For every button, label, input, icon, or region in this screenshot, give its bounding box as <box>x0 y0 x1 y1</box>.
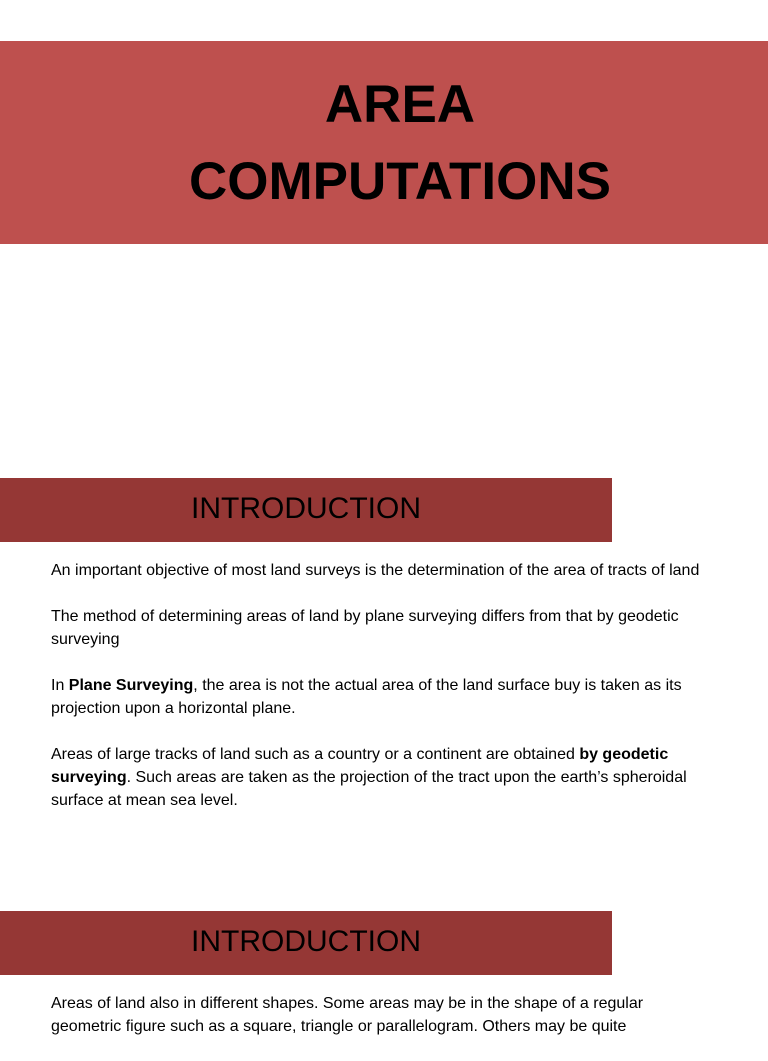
section-banner-introduction-2 <box>0 911 612 975</box>
text-span: In <box>51 677 69 694</box>
section-banner-introduction-1 <box>0 478 612 542</box>
paragraph-plane-surveying <box>51 674 711 720</box>
page-title-line-2: COMPUTATIONS <box>188 152 611 211</box>
paragraph-geodetic-surveying <box>51 743 711 812</box>
text-span: , the area is not the actual area of the land surface buy is taken as its projection upon a horizontal plane. <box>51 677 682 717</box>
paragraph-shapes: Areas of land also in different shapes. Some areas may be in the shape of a regular geometric figure such as a square, triangle or parallelogram. Others may be quite <box>51 995 644 1035</box>
section-heading: INTRODUCTION <box>191 492 421 525</box>
paragraph-objective: An important objective of most land surveys is the determination of the area of tracts of land <box>51 562 700 579</box>
page-title-line-1: AREA <box>324 75 476 134</box>
text-span: Areas of large tracks of land such as a country or a continent are obtained <box>51 746 580 763</box>
section-heading: INTRODUCTION <box>191 925 421 958</box>
title-banner <box>0 41 768 244</box>
text-span: . Such areas are taken as the projection of the tract upon the earth’s spheroidal surface at mean sea level. <box>51 769 687 809</box>
section-body-introduction-1 <box>51 559 711 835</box>
bold-term-geodetic-surveying: by geodetic surveying <box>51 746 669 786</box>
paragraph-method: The method of determining areas of land by plane surveying differs from that by geodetic surveying <box>51 608 679 648</box>
bold-term-plane-surveying: Plane Surveying <box>68 677 194 694</box>
section-body-introduction-2 <box>51 992 711 1061</box>
